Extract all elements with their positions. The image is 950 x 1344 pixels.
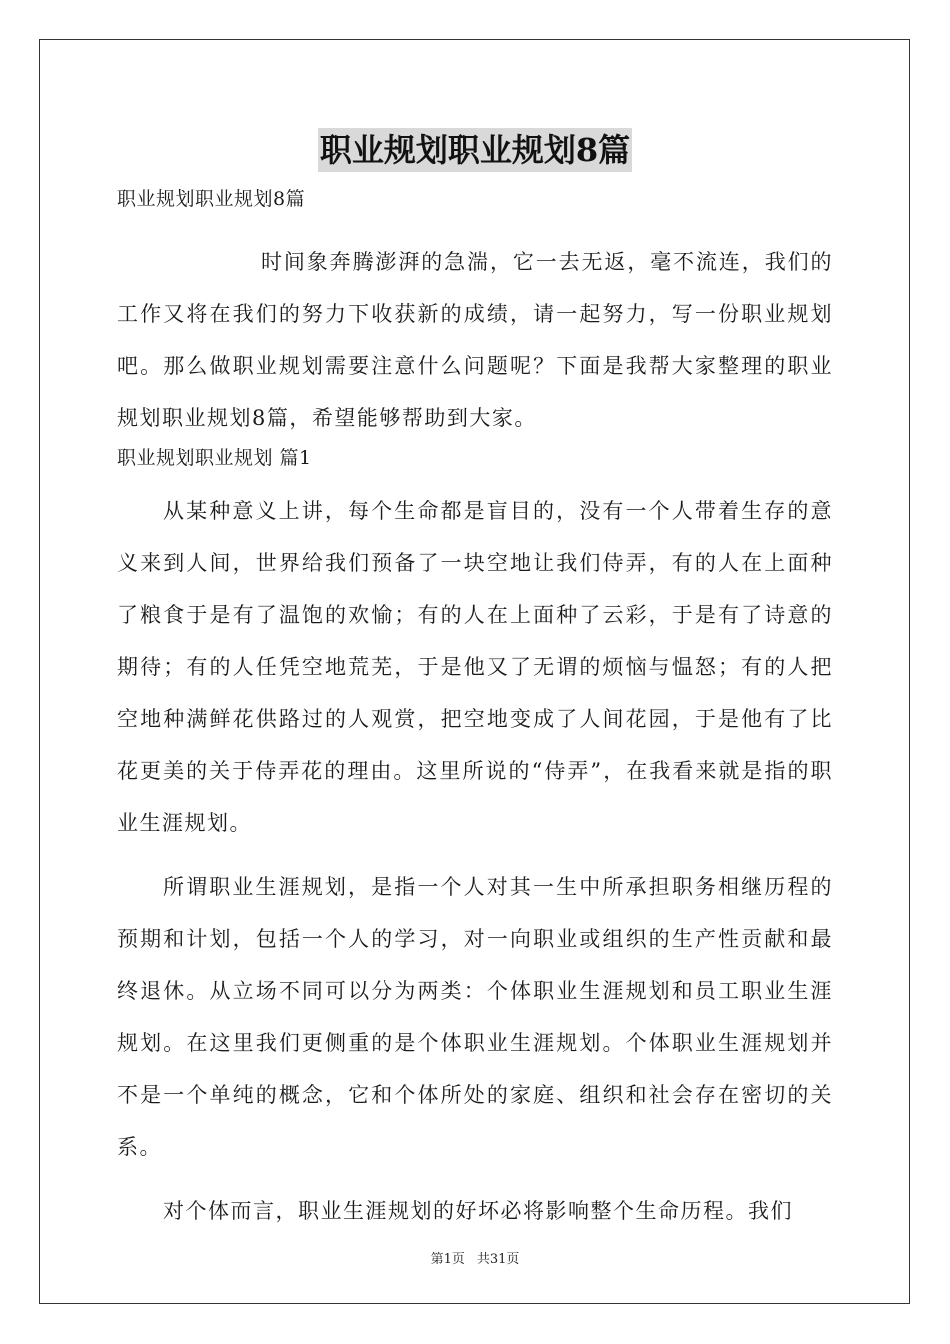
body-paragraph: 所谓职业生涯规划，是指一个人对其一生中所承担职务相继历程的预期和计划，包括一个人的学习，对一向职业或组织的生产性贡献和最终退休。从立场不同可以分为两类：个体职业生涯规划和员工职业生涯规划。在这里我们更侧重的是个体职业生涯规划。个体职业生涯规划并不是一个单纯的概念，它和个体所处的家庭、组织和社会存在密切的关系。 — [117, 875, 833, 1159]
page-footer — [0, 1248, 950, 1267]
document-body — [117, 185, 833, 1237]
section-heading: 职业规划职业规划 篇1 — [117, 447, 312, 469]
document-subtitle: 职业规划职业规划8篇 — [117, 188, 306, 210]
document-title: 职业规划职业规划8篇 — [318, 128, 632, 172]
page-number: 第1页 — [430, 1252, 465, 1267]
body-paragraph: 从某种意义上讲，每个生命都是盲目的，没有一个人带着生存的意义来到人间，世界给我们预备了一块空地让我们侍弄，有的人在上面种了粮食于是有了温饱的欢愉；有的人在上面种了云彩，于是有了诗意的期待；有的人任凭空地荒芜，于是他又了无谓的烦恼与愠怒；有的人把空地种满鲜花供路过的人观赏，把空地变成了人间花园，于是他有了比花更美的关于侍弄花的理由。这里所说的“侍弄”，在我看来就是指的职业生涯规划。 — [117, 499, 833, 835]
page-total: 共31页 — [476, 1252, 520, 1267]
title-container — [0, 128, 950, 172]
intro-paragraph: 时间象奔腾澎湃的急湍，它一去无返，毫不流连，我们的工作又将在我们的努力下收获新的成绩，请一起努力，写一份职业规划吧。那么做职业规划需要注意什么问题呢？下面是我帮大家整理的职业规划职业规划8篇，希望能够帮助到大家。 — [117, 250, 833, 430]
body-paragraph: 对个体而言，职业生涯规划的好坏必将影响整个生命历程。我们 — [163, 1199, 793, 1223]
